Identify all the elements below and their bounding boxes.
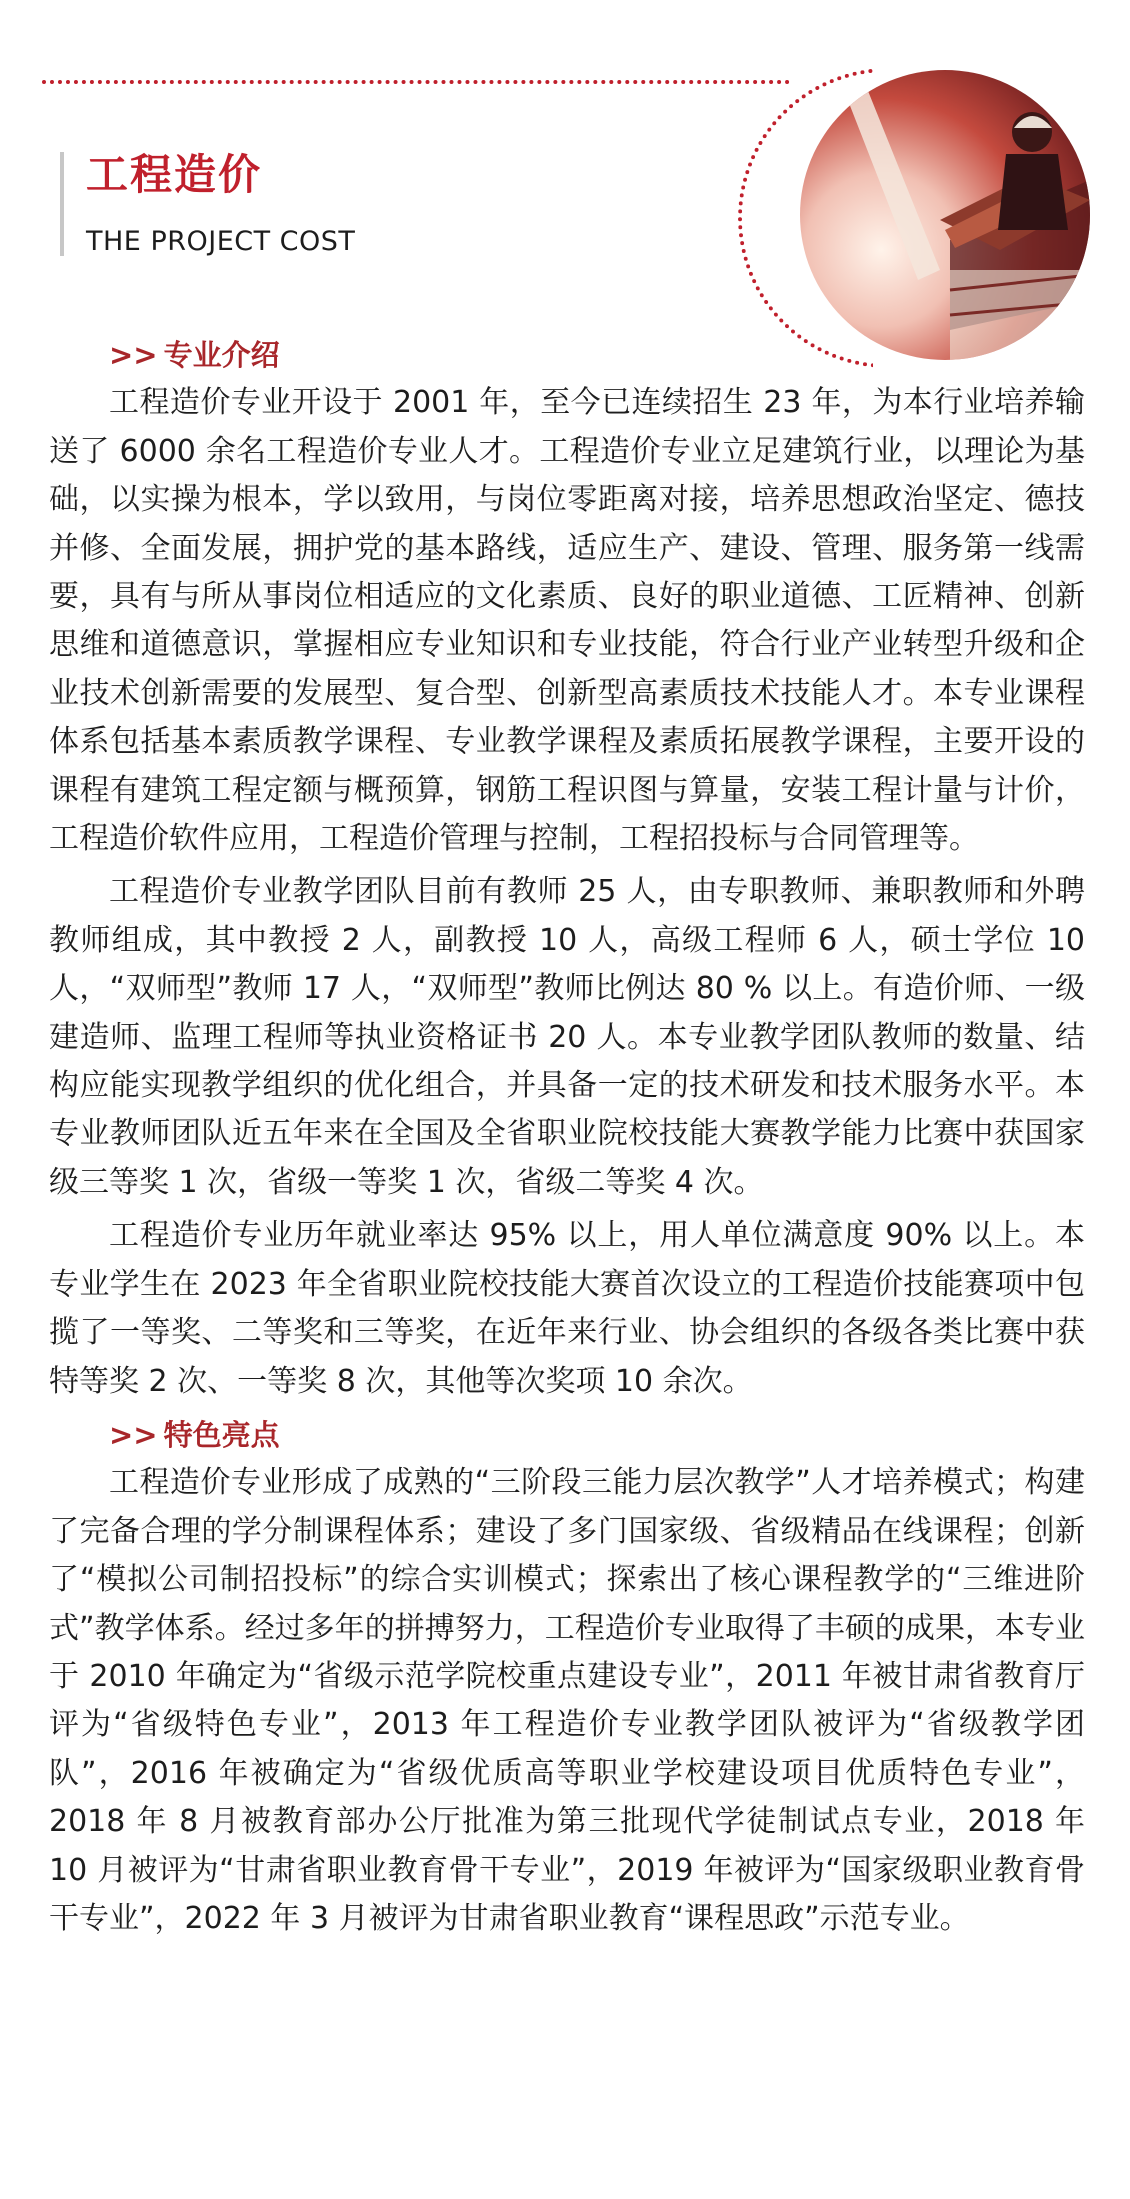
section-heading-text: 特色亮点	[163, 1417, 280, 1452]
section-heading-intro	[49, 331, 1085, 379]
section-heading-text: 专业介绍	[163, 338, 280, 372]
paragraph-intro-overview: 工程造价专业开设于 2001 年，至今已连续招生 23 年，为本行业培养输送了 6000 余名工程造价专业人才。工程造价专业立足建筑行业，以理论为基础，以实操为根本，学以致用，与岗位零距离对接，培养思想政治坚定、德技并修、全面发展，拥护党的基本路线，适应生产、建设、管理、服务第一线需要，具有与所从事岗位相适应的文化素质、良好的职业道德、工匠精神、创新思维和道德意识，掌握相应专业知识和专业技能，符合行业产业转型升级和企业技术创新需要的发展型、复合型、创新型高素质技术技能人才。本专业课程体系包括基本素质教学课程、专业教学课程及素质拓展教学课程，主要开设的课程有建筑工程定额与概预算，钢筋工程识图与算量，安装工程计量与计价，工程造价软件应用，工程造价管理与控制，工程招投标与合同管理等。	[49, 385, 1085, 857]
section-heading-highlights	[49, 1411, 1085, 1459]
double-chevron-icon: >>	[109, 1417, 158, 1452]
double-chevron-icon: >>	[109, 338, 158, 372]
title-accent-bar	[60, 152, 64, 256]
paragraph-intro-faculty: 工程造价专业教学团队目前有教师 25 人，由专职教师、兼职教师和外聘教师组成，其中教授 2 人，副教授 10 人，高级工程师 6 人，硕士学位 10 人，“双师型”教师 17 人，“双师型”教师比例达 80 % 以上。有造价师、一级建造师、监理工程师等执业资格证书 20 人。本专业教学团队教师的数量、结构应能实现教学组织的优化组合，并具备一定的技术研发和技术服务水平。本专业教师团队近五年来在全国及全省职业院校技能大赛教学能力比赛中获国家级三等奖 1 次，省级一等奖 1 次，省级二等奖 4 次。	[49, 874, 1085, 1200]
dotted-divider-line	[42, 80, 790, 84]
article-body	[49, 328, 1085, 1948]
paragraph-intro-employment: 工程造价专业历年就业率达 95% 以上，用人单位满意度 90% 以上。本专业学生在 2023 年全省职业院校技能大赛首次设立的工程造价技能赛项中包揽了一等奖、二等奖和三等奖，在近年来行业、协会组织的各级各类比赛中获特等奖 2 次、一等奖 8 次，其他等次奖项 10 余次。	[49, 1218, 1085, 1399]
page-title: 工程造价	[86, 150, 263, 199]
construction-worker-photo	[800, 70, 1090, 360]
page-subtitle: THE PROJECT COST	[86, 226, 356, 257]
paragraph-highlights: 工程造价专业形成了成熟的“三阶段三能力层次教学”人才培养模式；构建了完备合理的学分制课程体系；建设了多门国家级、省级精品在线课程；创新了“模拟公司制招投标”的综合实训模式；探索出了核心课程教学的“三维进阶式”教学体系。经过多年的拼搏努力，工程造价专业取得了丰硕的成果，本专业于 2010 年确定为“省级示范学院校重点建设专业”，2011 年被甘肃省教育厅评为“省级特色专业”，2013 年工程造价专业教学团队被评为“省级教学团队”，2016 年被确定为“省级优质高等职业学校建设项目优质特色专业”，2018 年 8 月被教育部办公厅批准为第三批现代学徒制试点专业，2018 年 10 月被评为“甘肃省职业教育骨干专业”，2019 年被评为“国家级职业教育骨干专业”，2022 年 3 月被评为甘肃省职业教育“课程思政”示范专业。	[49, 1465, 1085, 1936]
